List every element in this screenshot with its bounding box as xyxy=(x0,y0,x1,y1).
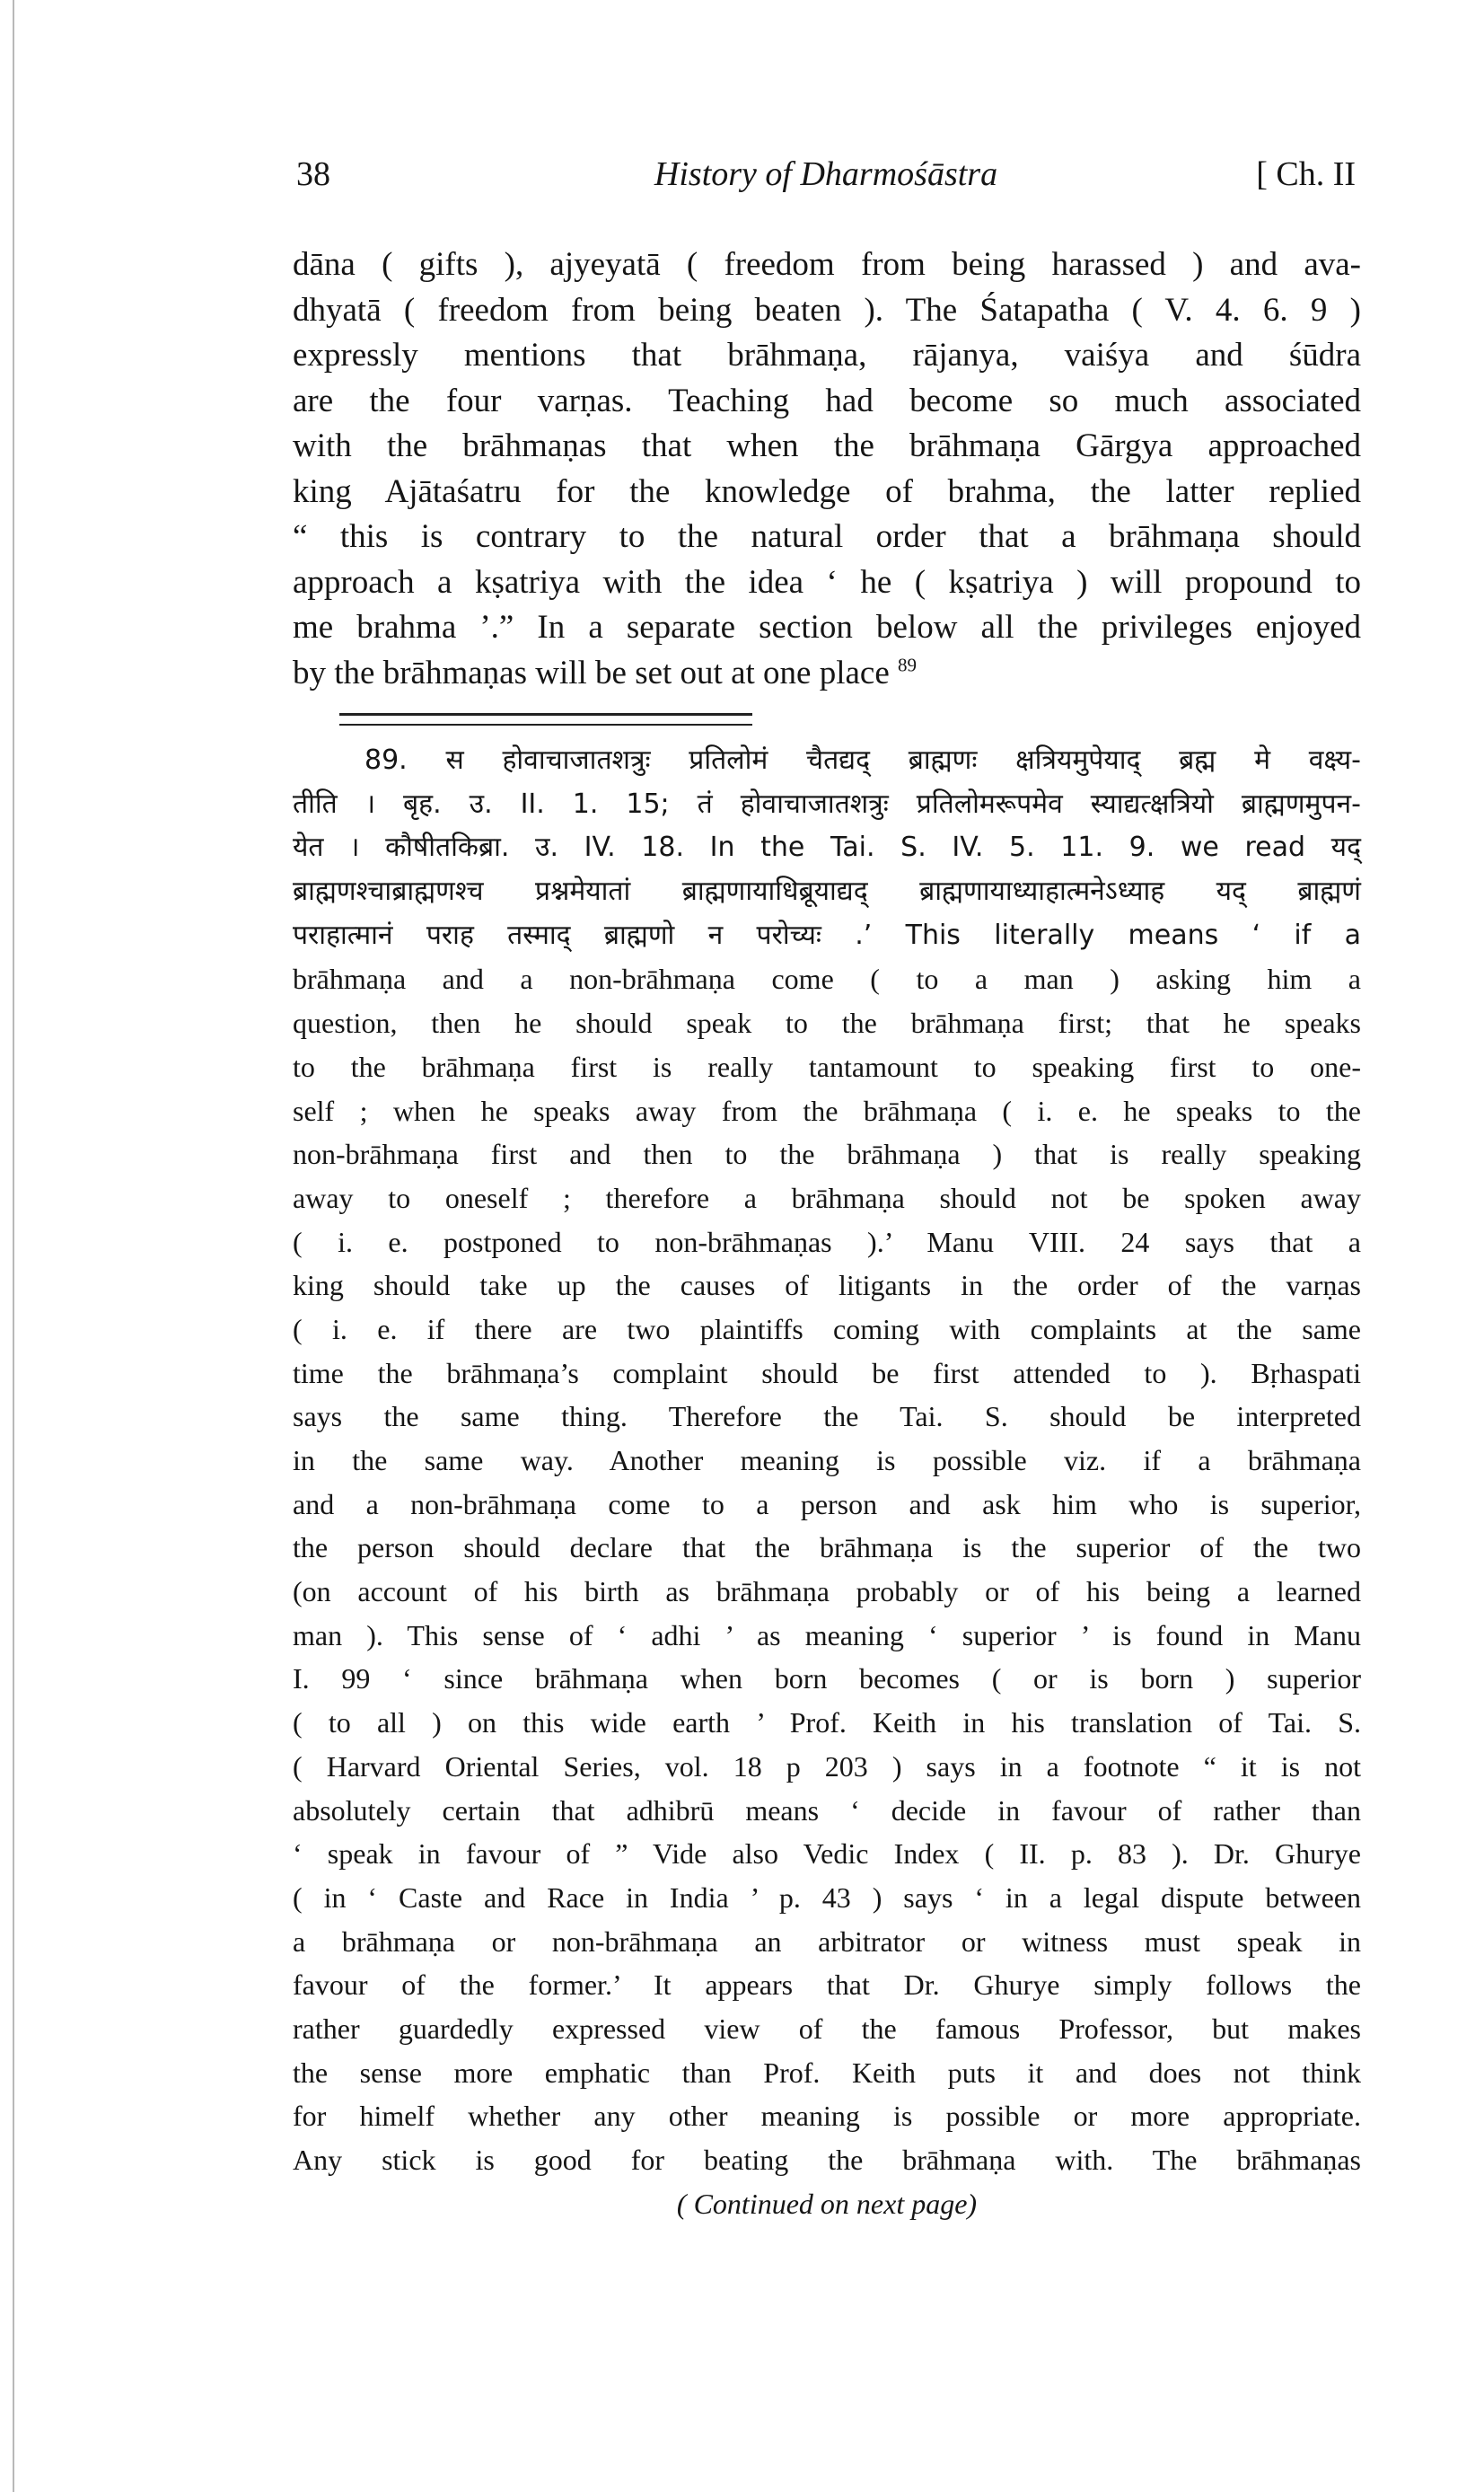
main-text xyxy=(293,242,1361,696)
footnote-line: to the brāhmaṇa first is really tantamount to speaking first to one- xyxy=(293,1050,1361,1083)
footnote-block xyxy=(293,739,1361,2225)
footnote-line: away to oneself ; therefore a brāhmaṇa should not be spoken away xyxy=(293,1181,1361,1214)
footnote-separator-lower xyxy=(339,724,752,726)
footnote-line: rather guardedly expressed view of the famous Professor, but makes xyxy=(293,2012,1361,2045)
footnote-line: पराहात्मानं पराह तस्माद् ब्राह्मणो न परोच्यः .’ This literally means ‘ if a xyxy=(293,919,1361,951)
footnote-line: non-brāhmaṇa first and then to the brāhmaṇa ) that is really speaking xyxy=(293,1138,1361,1171)
footnote-separator xyxy=(339,713,752,716)
footnote-line: absolutely certain that adhibrū means ‘ decide in favour of rather than xyxy=(293,1793,1361,1827)
footnote-line: येत । कौषीतकिब्रा. उ. IV. 18. In the Tai. S. IV. 5. 11. 9. we read यद् xyxy=(293,832,1361,864)
footnote-line: ( to all ) on this wide earth ’ Prof. Keith in his translation of Tai. S. xyxy=(293,1706,1361,1739)
footnote-line: Any stick is good for beating the brāhmaṇa with. The brāhmaṇas xyxy=(293,2144,1361,2176)
footnote-line: ( Harvard Oriental Series, vol. 18 p 203 ) says in a footnote “ it is not xyxy=(293,1749,1361,1783)
footnote-line: ( in ‘ Caste and Race in India ’ p. 43 ) says ‘ in a legal dispute between xyxy=(293,1880,1361,1914)
text-line: dāna ( gifts ), ajyeyatā ( freedom from being harassed ) and ava- xyxy=(293,246,1361,283)
footnote-line: king should take up the causes of litigants in the order of the varṇas xyxy=(293,1269,1361,1302)
footnote-line: I. 99 ‘ since brāhmaṇa when born becomes ( or is born ) superior xyxy=(293,1662,1361,1695)
page-header xyxy=(296,154,1356,199)
footnote-line: brāhmaṇa and a non-brāhmaṇa come ( to a man ) asking him a xyxy=(293,963,1361,996)
footnote-line: favour of the former.’ It appears that Dr. Ghurye simply follows the xyxy=(293,1968,1361,2002)
running-title: History of Dharmośāstra xyxy=(654,155,998,193)
page-number: 38 xyxy=(296,155,330,193)
footnote-line: तीति । बृह. उ. II. 1. 15; तं होवाचाजातशत्रुः प्रतिलोमरूपमेव स्याद्यत्क्षत्रियो ब्राह्मणमुपन- xyxy=(293,788,1361,820)
footnote-line: self ; when he speaks away from the brāhmaṇa ( i. e. he speaks to the xyxy=(293,1094,1361,1127)
text-line: me brahma ’.” In a separate section below all the privileges enjoyed xyxy=(293,609,1361,646)
footnote-line: (on account of his birth as brāhmaṇa probably or of his being a learned xyxy=(293,1575,1361,1608)
footnote-line: 89. स होवाचाजातशत्रुः प्रतिलोमं चैतद्यद् ब्राह्मणः क्षत्रियमुपेयाद् ब्रह्म मे वक्ष्य- xyxy=(364,744,1361,776)
footnote-line: the person should declare that the brāhmaṇa is the superior of the two xyxy=(293,1531,1361,1564)
footnote-line: ब्राह्मणश्चाब्राह्मणश्च प्रश्नमेयातां ब्राह्मणायाधिब्रूयाद्यद् ब्राह्मणायाध्याहात्मनेऽध्याह यद् ब्राह्मणं xyxy=(293,876,1361,908)
text-line: with the brāhmaṇas that when the brāhmaṇa Gārgya approached xyxy=(293,427,1361,464)
footnote-line: a brāhmaṇa or non-brāhmaṇa an arbitrator or witness must speak in xyxy=(293,1924,1361,1958)
footnote-line: the sense more emphatic than Prof. Keith puts it and does not think xyxy=(293,2056,1361,2089)
footnote-line: man ). This sense of ‘ adhi ’ as meaning ‘ superior ’ is found in Manu xyxy=(293,1618,1361,1651)
footnote-line: and a non-brāhmaṇa come to a person and ask him who is superior, xyxy=(293,1487,1361,1520)
text-line: approach a kṣatriya with the idea ‘ he ( kṣatriya ) will propound to xyxy=(293,563,1361,601)
text-line: expressly mentions that brāhmaṇa, rājanya, vaiśya and śūdra xyxy=(293,337,1361,374)
footnote-line: for himelf whether any other meaning is possible or more appropriate. xyxy=(293,2100,1361,2133)
text-line: dhyatā ( freedom from being beaten ). The Śatapatha ( V. 4. 6. 9 ) xyxy=(293,291,1361,329)
chapter-label: [ Ch. II xyxy=(1256,155,1356,193)
text-line-content: by the brāhmaṇas will be set out at one place xyxy=(293,654,890,691)
footnote-line: time the brāhmaṇa’s complaint should be first attended to ). Bṛhaspati xyxy=(293,1356,1361,1389)
footnote-line: question, then he should speak to the brāhmaṇa first; that he speaks xyxy=(293,1007,1361,1040)
text-line-last xyxy=(293,651,1361,697)
continued-note: ( Continued on next page) xyxy=(676,2187,978,2220)
text-line: king Ajātaśatru for the knowledge of brahma, the latter replied xyxy=(293,472,1361,510)
footnote-line: ( i. e. postponed to non-brāhmaṇas ).’ Manu VIII. 24 says that a xyxy=(293,1225,1361,1258)
footnote-line: in the same way. Another meaning is possible viz. if a brāhmaṇa xyxy=(293,1444,1361,1476)
footnote-line: ( i. e. if there are two plaintiffs coming with complaints at the same xyxy=(293,1312,1361,1345)
footnote-reference: 89 xyxy=(898,654,918,676)
text-line: “ this is contrary to the natural order that a brāhmaṇa should xyxy=(293,518,1361,555)
text-line: are the four varṇas. Teaching had become so much associated xyxy=(293,382,1361,419)
footnote-line: says the same thing. Therefore the Tai. S. should be interpreted xyxy=(293,1400,1361,1433)
page-edge xyxy=(13,0,14,2492)
footnote-line: ‘ speak in favour of ” Vide also Vedic Index ( II. p. 83 ). Dr. Ghurye xyxy=(293,1837,1361,1871)
